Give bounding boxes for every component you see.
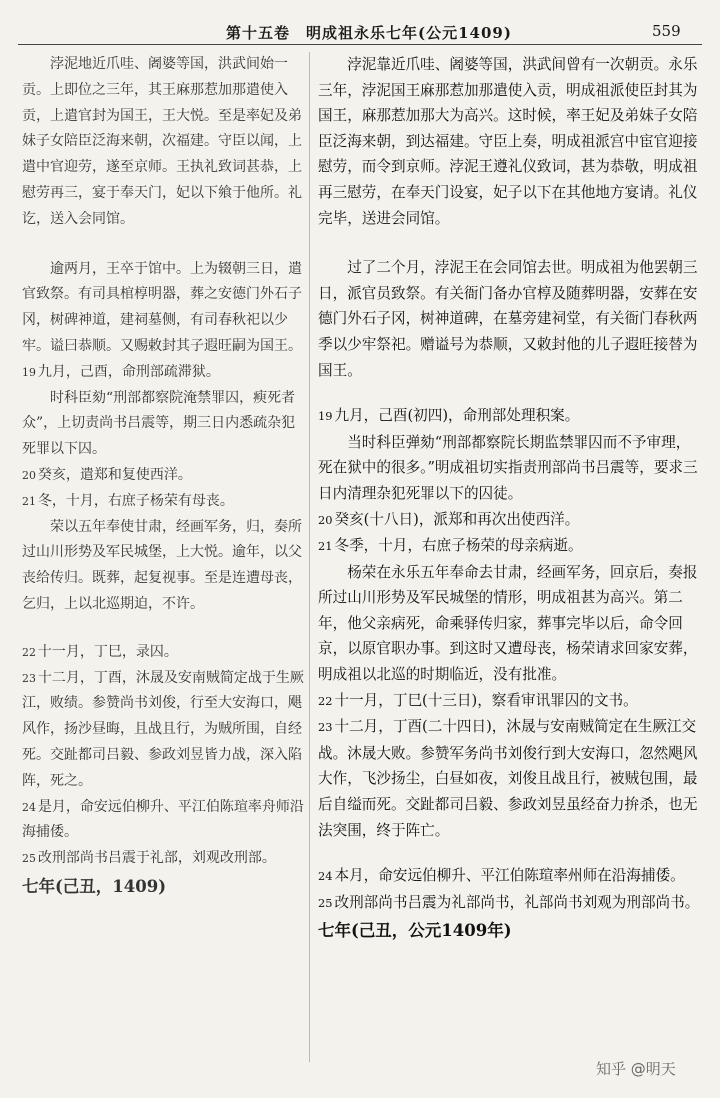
entry-number: 21 bbox=[318, 539, 333, 554]
entry-19-detail: 时科臣劾“刑部都察院淹禁罪囚，瘐死者众”，上切责尚书吕震等，期三日内悉疏杂犯死罪以下囚。 bbox=[22, 389, 296, 458]
paragraph-boni-envoy: 浡泥靠近爪哇、阇婆等国，洪武间曾有一次朝贡。永乐三年，浡泥国王麻那惹加那遣使入贡，明成祖派使臣封其为国王，麻那惹加那大为高兴。这时候，率王妃及弟妹子女陪臣泛海来朝，到达福建。守臣上奏，明成祖派宫中宦官迎接慰劳，而令到京师。浡泥王遵礼仪致词，甚为恭敬，明成祖再三慰劳，在奉天门设宴，妃子以下在其他地方宴请。礼仪完毕，送进会同馆。 bbox=[318, 56, 698, 227]
entry-22: 22 十一月，丁巳(十三日)，察看审讯罪囚的文书。 bbox=[318, 691, 638, 709]
entry-number: 23 bbox=[22, 671, 36, 685]
entry-number: 22 bbox=[22, 645, 36, 659]
entry-number: 20 bbox=[22, 468, 36, 482]
entry-20: 20 癸亥(十八日)，派郑和再次出使西洋。 bbox=[318, 510, 580, 528]
paragraph-boni-king-death: 逾两月，王卒于馆中。上为辍朝三日，遣官致祭。有司具棺椁明器，葬之安德门外石子冈，树碑神道，建祠墓侧，有司春秋祀以少牢。谥曰恭顺。又赐敕封其子遐旺嗣为国王。 bbox=[22, 260, 302, 354]
entry-24: 24 是月，命安远伯柳升、平江伯陈瑄率舟师沿海捕倭。 bbox=[22, 798, 304, 841]
entry-number: 20 bbox=[318, 512, 333, 527]
entry-25: 25 改刑部尚书吕震于礼部，刘观改刑部。 bbox=[22, 850, 276, 867]
entry-22: 22 十一月，丁巳，录囚。 bbox=[22, 643, 178, 660]
entry-21-detail: 杨荣在永乐五年奉命去甘肃，经画军务，回京后，奏报所过山川形势及军民城堡的情形，明成祖甚为高兴。第二年，他父亲病死，命乘驿传归家，葬事完毕以后，命令回京，以原官职办事。到这时又遭母丧，杨荣请求回家安葬，明成祖以北巡的时期临近，没有批准。 bbox=[318, 563, 698, 684]
entry-23: 23 十二月，丁酉(二十四日)，沐晟与安南贼简定在生厥江交战。沐晟大败。参赞军务尚书刘俊行到大安海口，忽然飓风大作，飞沙扬尘，白昼如夜，刘俊且战且行，被贼包围，最后自缢而死。交趾都司吕毅、参政刘昱虽经奋力拚杀，也无法突围，终于阵亡。 bbox=[318, 718, 698, 839]
running-title: 第十五卷 明成祖永乐七年(公元1409) bbox=[226, 24, 512, 42]
paragraph-boni-king-death: 过了二个月，浡泥王在会同馆去世。明成祖为他罢朝三日，派官员致祭。有关衙门备办官椁及随葬明器，安葬在安德门外石子冈，树神道碑，在墓旁建祠堂，有关衙门春秋两季以少牢祭祀。赠谥号为恭顺，又敕封他的儿子遐旺接替为国王。 bbox=[318, 259, 698, 379]
entry-number: 25 bbox=[318, 895, 333, 910]
paragraph-boni-envoy: 浡泥地近爪哇、阇婆等国，洪武间始一贡。上即位之三年，其王麻那惹加那遣使入贡，上遣官封为国王，王大悦。至是率妃及弟妹子女陪臣泛海来朝，次福建。守臣以闻，上遣中官迎劳，遂至京师。王执礼致词甚恭，上慰劳再三，宴于奉天门，妃以下飨于他所。礼讫，送入会同馆。 bbox=[22, 56, 302, 227]
entry-25: 25 改刑部尚书吕震为礼部尚书，礼部尚书刘观为刑部尚书。 bbox=[318, 893, 700, 911]
entry-19: 19 九月，己酉，命刑部疏滞狱。 bbox=[22, 363, 220, 380]
entry-number: 19 bbox=[318, 409, 333, 424]
entry-19: 19 九月，己酉(初四)，命刑部处理积案。 bbox=[318, 407, 580, 425]
column-divider bbox=[309, 52, 310, 1062]
entry-20: 20 癸亥，遣郑和复使西洋。 bbox=[22, 466, 192, 483]
entry-21-detail: 荣以五年奉使甘肃，经画军务，归，奏所过山川形势及军民城堡，上大悦。逾年，以父丧给传归。既葬，起复视事。至是连遭母丧，乞归，上以北巡期迫，不许。 bbox=[22, 518, 302, 612]
entry-23: 23 十二月，丁酉，沐晟及安南贼简定战于生厥江，败绩。参赞尚书刘俊，行至大安海口，飓风作，扬沙昼晦，且战且行，为贼所围，自经死。交趾都司吕毅、参政刘昱皆力战，深入陷阵，死之。 bbox=[22, 669, 304, 789]
zhihu-watermark: 知乎 @明天 bbox=[596, 1060, 676, 1078]
entry-number: 23 bbox=[318, 720, 333, 735]
entry-19-detail: 当时科臣弹劾“刑部都察院长期监禁罪囚而不予审理，死在狱中的很多。”明成祖切实指责刑部尚书吕震等，要求三日内清理杂犯死罪以下的囚徒。 bbox=[318, 433, 698, 502]
header-rule bbox=[18, 44, 702, 45]
year-heading: 七年(己丑，1409) bbox=[22, 876, 167, 896]
entry-number: 24 bbox=[318, 869, 333, 884]
entry-number: 24 bbox=[22, 800, 36, 814]
page-header bbox=[0, 0, 720, 46]
entry-number: 25 bbox=[22, 852, 36, 866]
classical-text-column bbox=[22, 52, 304, 900]
entry-21: 21 冬，十月，右庶子杨荣有母丧。 bbox=[22, 492, 234, 509]
entry-21: 21 冬季，十月，右庶子杨荣的母亲病逝。 bbox=[318, 537, 583, 555]
translation-column bbox=[318, 52, 704, 944]
year-heading: 七年(己丑，公元1409年) bbox=[318, 921, 512, 941]
entry-number: 22 bbox=[318, 693, 333, 708]
entry-24: 24 本月，命安远伯柳升、平江伯陈瑄率州师在沿海捕倭。 bbox=[318, 867, 685, 885]
entry-number: 21 bbox=[22, 494, 36, 508]
entry-number: 19 bbox=[22, 365, 36, 379]
page-number: 559 bbox=[652, 22, 681, 40]
